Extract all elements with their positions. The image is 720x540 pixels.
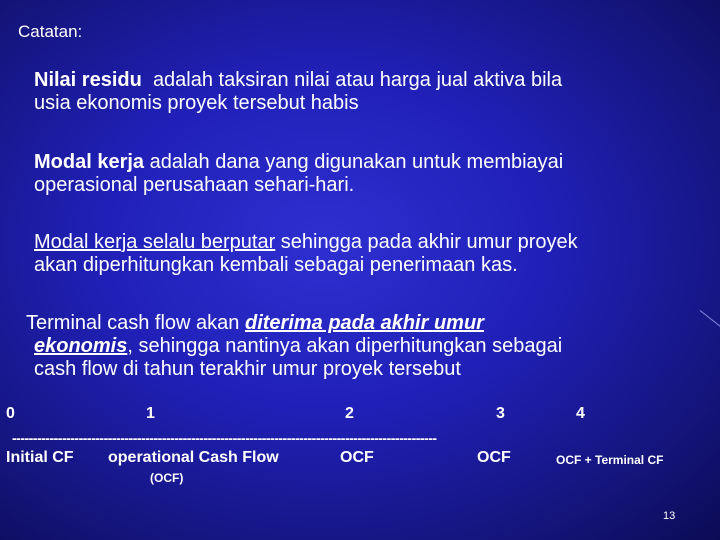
paragraph-working-capital-rotation (34, 231, 578, 277)
paragraph-working-capital (34, 151, 563, 197)
p4-line1-emph: diterima pada akhir umur (244, 312, 484, 334)
notes-heading: Catatan: (18, 22, 83, 41)
timeline-tick-3: 3 (496, 405, 505, 422)
p1-line2: usia ekonomis proyek tersebut habis (34, 92, 359, 114)
p1-line1: adalah taksiran nilai atau harga jual aktiva bila (152, 69, 563, 91)
label-initial-cf: Initial CF (6, 449, 74, 466)
term-nilai-residu: Nilai residu (34, 69, 142, 91)
decorative-line (700, 310, 720, 335)
p4-line2-emph: ekonomis (34, 335, 128, 357)
p4-line3: cash flow di tahun terakhir umur proyek tersebut (34, 358, 461, 380)
page-number: 13 (663, 510, 676, 522)
paragraph-residual-value (34, 69, 562, 115)
p3-line1: sehingga pada akhir umur proyek (275, 231, 578, 253)
timeline-tick-0: 0 (6, 405, 15, 422)
p3-underlined: Modal kerja selalu berputar (34, 231, 276, 253)
p2-line1: adalah dana yang digunakan untuk membiayai (144, 151, 564, 173)
timeline-tick-1: 1 (146, 405, 155, 422)
p2-line2: operasional perusahaan sehari-hari. (34, 174, 355, 196)
paragraph-terminal-cash-flow (26, 312, 562, 381)
timeline-axis: ------------------------------------------------------------------------------------------------------ (12, 430, 437, 446)
p3-line2: akan diperhitungkan kembali sebagai penerimaan kas. (34, 254, 518, 276)
term-modal-kerja: Modal kerja (34, 151, 145, 173)
label-ocf-terminal-cf: OCF + Terminal CF (556, 453, 664, 467)
label-ocf-sub: (OCF) (150, 471, 184, 485)
label-ocf-year3: OCF (477, 449, 511, 466)
timeline-tick-2: 2 (345, 405, 354, 422)
timeline-tick-4: 4 (576, 405, 585, 422)
label-operational-cash-flow: operational Cash Flow (108, 449, 279, 466)
p4-line1-start: Terminal cash flow akan (26, 312, 245, 334)
label-ocf-year2: OCF (340, 449, 374, 466)
p4-line2-rest: , sehingga nantinya akan diperhitungkan sebagai (127, 335, 563, 357)
